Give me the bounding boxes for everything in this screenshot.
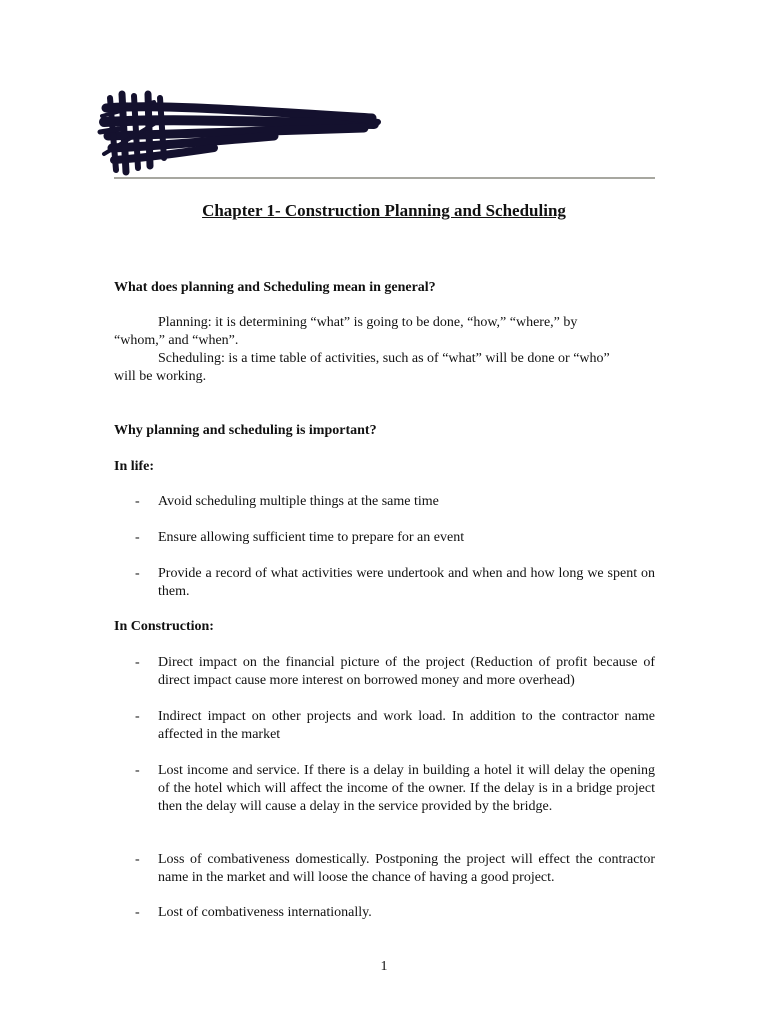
bullet-dash: - [135,655,140,670]
list-item-text: Lost income and service. If there is a delay in building a hotel it will delay the opening of the hotel which will affect the income of the owner. If the delay is in a bridge project then the delay will cause a delay in the service provided by the bridge. [158,763,655,814]
page-title: Chapter 1- Construction Planning and Scheduling [202,201,566,220]
section-heading-importance: Why planning and scheduling is important? [114,423,377,438]
list-item-text: Ensure allowing sufficient time to prepare for an event [158,530,465,545]
bullet-dash: - [135,494,140,509]
scheduling-line-1: Scheduling: is a time table of activities, such as of “what” will be done or “who” [158,351,610,366]
scheduling-definition [114,350,655,386]
list-item-text: Loss of combativeness domestically. Postponing the project will effect the contractor name in the market and will loose the chance of having a good project. [158,852,655,885]
redacted-logo-scribble [94,88,384,178]
list-item-text: Avoid scheduling multiple things at the same time [158,494,439,509]
list-item-text: Provide a record of what activities were undertook and when and how long we spent on them. [158,566,655,599]
planning-definition [114,314,655,350]
scheduling-line-2: will be working. [114,369,207,384]
planning-line-1: Planning: it is determining “what” is going to be done, “how,” “where,” by [158,315,578,330]
bullet-dash: - [135,530,140,545]
list-item-text: Lost of combativeness internationally. [158,905,372,920]
bullet-dash: - [135,905,140,920]
subheading-in-life: In life: [114,459,155,474]
planning-line-2: “whom,” and “when”. [114,333,239,348]
list-item-text: Indirect impact on other projects and work load. In addition to the contractor name affected in the market [158,709,655,742]
bullet-dash: - [135,566,140,581]
bullet-dash: - [135,709,140,724]
section-heading-meaning: What does planning and Scheduling mean in general? [114,280,436,295]
list-item-text: Direct impact on the financial picture of the project (Reduction of profit because of direct impact cause more interest on borrowed money and more overhead) [158,655,655,688]
header-rule [114,177,655,179]
subheading-in-construction: In Construction: [114,619,214,634]
bullet-dash: - [135,763,140,778]
bullet-dash: - [135,852,140,867]
page-number: 1 [380,959,388,974]
